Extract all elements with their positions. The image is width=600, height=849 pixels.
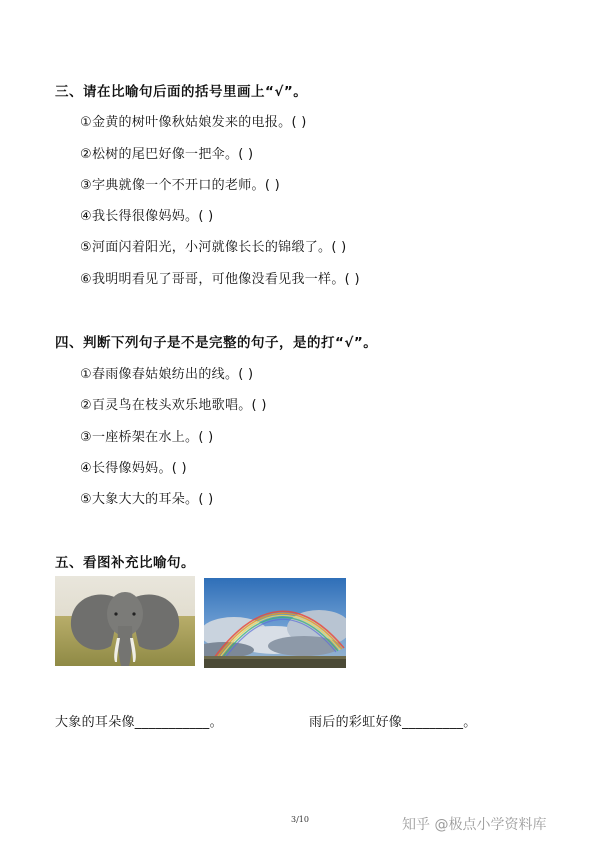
section-4-item-5: ⑤大象大大的耳朵。( ) (80, 492, 214, 507)
zhihu-watermark: 知乎 @极点小学资料库 (402, 817, 547, 833)
section-3-item-2: ②松树的尾巴好像一把伞。( ) (80, 147, 254, 162)
elephant-photo (55, 576, 195, 666)
section-4-title: 四、判断下列句子是不是完整的句子，是的打“√”。 (55, 335, 378, 351)
section-3-item-6: ⑥我明明看见了哥哥，可他像没看见我一样。( ) (80, 272, 360, 287)
elephant-fill-sentence: 大象的耳朵像___________。 (55, 715, 223, 730)
section-4-item-3: ③一座桥架在水上。( ) (80, 430, 214, 445)
section-4-item-4: ④长得像妈妈。( ) (80, 461, 187, 476)
section-3-title: 三、请在比喻句后面的括号里画上“√”。 (55, 84, 308, 100)
page-number: 3/10 (291, 815, 309, 824)
section-4-item-2: ②百灵鸟在枝头欢乐地歌唱。( ) (80, 398, 267, 413)
section-5-title: 五、看图补充比喻句。 (55, 555, 195, 571)
rainbow-photo (204, 578, 346, 668)
section-3-item-4: ④我长得很像妈妈。( ) (80, 209, 214, 224)
section-3-item-3: ③字典就像一个不开口的老师。( ) (80, 178, 281, 193)
rainbow-fill-sentence: 雨后的彩虹好像_________。 (309, 715, 477, 730)
section-4-item-1: ①春雨像春姑娘纺出的线。( ) (80, 367, 254, 382)
section-3-item-1: ①金黄的树叶像秋姑娘发来的电报。( ) (80, 115, 307, 130)
section-3-item-5: ⑤河面闪着阳光，小河就像长长的锦缎了。( ) (80, 240, 347, 255)
